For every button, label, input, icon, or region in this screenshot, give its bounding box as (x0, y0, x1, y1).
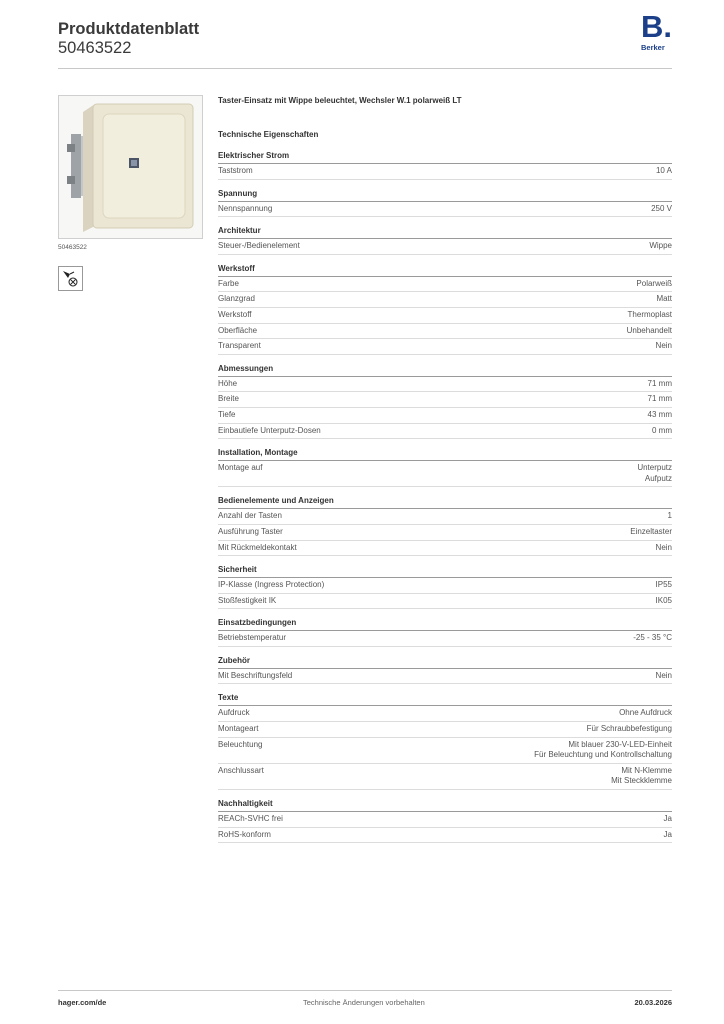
property-value (648, 410, 672, 421)
property-value-line: Unterputz (637, 463, 672, 473)
property-value-line: Ohne Aufdruck (619, 708, 672, 718)
image-caption: 50463522 (58, 244, 87, 251)
property-value (656, 596, 672, 607)
property-value-line: IP55 (655, 580, 672, 590)
header-divider (58, 68, 672, 69)
logo-text: Berker (641, 43, 665, 52)
property-value (648, 379, 672, 390)
property-value-line: Nein (655, 341, 672, 351)
property-label: Aufdruck (218, 708, 250, 718)
property-row (218, 764, 672, 790)
property-value (656, 166, 672, 177)
property-value-line: 71 mm (647, 394, 672, 404)
property-row (218, 408, 672, 424)
property-label: IP-Klasse (Ingress Protection) (218, 580, 325, 590)
section-title: Sicherheit (218, 565, 672, 578)
section-title: Bedienelemente und Anzeigen (218, 496, 672, 509)
property-label: Mit Beschriftungsfeld (218, 670, 293, 680)
property-value-line: Ja (663, 814, 672, 824)
property-value-line: Mit blauer 230-V-LED-Einheit (568, 739, 672, 749)
property-value (656, 543, 672, 554)
property-value (651, 204, 672, 215)
property-section (218, 226, 672, 255)
property-value-line: Unbehandelt (626, 325, 672, 335)
property-value (656, 341, 672, 352)
property-value-line: Für Schraubbefestigung (586, 724, 672, 734)
property-value-line: Ja (663, 829, 672, 839)
property-row (218, 706, 672, 722)
property-value (633, 633, 672, 644)
property-section (218, 364, 672, 439)
section-title: Spannung (218, 189, 672, 202)
property-row (218, 828, 672, 844)
property-label: Ausführung Taster (218, 526, 283, 536)
property-value-line: Für Beleuchtung und Kontrollschaltung (534, 750, 672, 760)
property-value-line: 250 V (651, 203, 672, 213)
property-value (619, 708, 672, 719)
property-section (218, 799, 672, 843)
property-value (656, 294, 672, 305)
section-title: Werkstoff (218, 264, 672, 277)
property-label: Taststrom (218, 166, 253, 175)
property-row (218, 377, 672, 393)
property-label: Montage auf (218, 463, 263, 473)
property-label: Oberfläche (218, 325, 258, 335)
tech-properties-title: Technische Eigenschaften (218, 130, 319, 139)
property-row (218, 578, 672, 594)
property-row (218, 669, 672, 685)
property-row (218, 202, 672, 218)
property-section (218, 693, 672, 790)
property-row (218, 525, 672, 541)
property-row (218, 594, 672, 610)
footer-notice: Technische Änderungen vorbehalten (303, 998, 425, 1007)
property-row (218, 509, 672, 525)
property-label: Höhe (218, 378, 238, 388)
property-value-line: Polarweiß (636, 278, 672, 288)
property-value (627, 326, 672, 337)
property-value (649, 241, 672, 252)
property-label: Glanzgrad (218, 294, 255, 304)
property-label: Werkstoff (218, 309, 252, 319)
switch-illustration (59, 96, 203, 239)
property-value-line: Wippe (649, 241, 672, 251)
property-label: Anzahl der Tasten (218, 511, 282, 521)
property-value-line: Mit N-Klemme (621, 765, 672, 775)
property-row (218, 461, 672, 487)
section-title: Texte (218, 693, 672, 706)
property-section (218, 264, 672, 355)
property-label: REACh-SVHC frei (218, 814, 283, 824)
product-title: Taster-Einsatz mit Wippe beleuchtet, Wechsler W.1 polarweiß LT (218, 96, 462, 105)
property-section (218, 618, 672, 647)
property-value (668, 511, 672, 522)
property-value (656, 580, 672, 591)
property-section (218, 656, 672, 685)
property-value-line: Einzeltaster (630, 526, 672, 536)
property-label: Breite (218, 394, 239, 404)
section-title: Architektur (218, 226, 672, 239)
property-value (637, 463, 672, 484)
property-section (218, 189, 672, 218)
property-value-line: Aufputz (644, 473, 672, 483)
property-value-line: 43 mm (647, 409, 672, 419)
property-section (218, 448, 672, 487)
property-value-line: Thermoplast (627, 309, 672, 319)
property-row (218, 812, 672, 828)
property-value (664, 830, 672, 841)
property-value-line: Matt (656, 294, 672, 304)
property-row (218, 239, 672, 255)
property-label: Nennspannung (218, 203, 273, 213)
property-row (218, 339, 672, 355)
property-row (218, 631, 672, 647)
property-row (218, 738, 672, 764)
property-value (652, 426, 672, 437)
property-row (218, 324, 672, 340)
property-value-line: -25 - 35 °C (633, 633, 672, 643)
property-row (218, 541, 672, 557)
property-section (218, 151, 672, 180)
footer-divider (58, 990, 672, 991)
property-value (628, 310, 672, 321)
property-sections (218, 151, 672, 843)
property-row (218, 392, 672, 408)
property-value (534, 740, 672, 761)
section-title: Zubehör (218, 656, 672, 669)
property-label: Beleuchtung (218, 739, 263, 749)
property-section (218, 496, 672, 556)
property-row (218, 424, 672, 440)
footer-website: hager.com/de (58, 998, 107, 1007)
section-title: Abmessungen (218, 364, 672, 377)
datasheet-content (218, 96, 672, 843)
property-label: Montageart (218, 724, 259, 734)
property-row (218, 164, 672, 180)
section-title: Installation, Montage (218, 448, 672, 461)
property-value (611, 766, 672, 787)
property-label: Stoßfestigkeit IK (218, 595, 277, 605)
header-title: Produktdatenblatt (58, 20, 200, 38)
property-label: Mit Rückmeldekontakt (218, 542, 297, 552)
property-label: Farbe (218, 278, 239, 288)
property-label: Steuer-/Bedienelement (218, 241, 300, 251)
property-value (648, 394, 672, 405)
property-value-line: IK05 (655, 595, 672, 605)
property-value (630, 527, 672, 538)
section-title: Nachhaltigkeit (218, 799, 672, 812)
property-row (218, 722, 672, 738)
product-image (58, 95, 203, 239)
property-value (656, 671, 672, 682)
property-row (218, 277, 672, 293)
property-label: Betriebstemperatur (218, 633, 287, 643)
property-label: Tiefe (218, 409, 236, 419)
property-value-line: 71 mm (647, 378, 672, 388)
care-icon (58, 266, 83, 291)
property-value-line: Mit Steckklemme (611, 776, 672, 786)
property-value (587, 724, 672, 735)
property-value (636, 279, 672, 290)
footer-date: 20.03.2026 (634, 998, 672, 1007)
property-label: Transparent (218, 341, 261, 351)
property-value-line: 1 (667, 511, 672, 521)
property-value (664, 814, 672, 825)
product-number: 50463522 (58, 39, 132, 57)
property-row (218, 308, 672, 324)
property-label: RoHS-konform (218, 829, 271, 839)
property-label: Einbautiefe Unterputz-Dosen (218, 425, 321, 435)
section-title: Elektrischer Strom (218, 151, 672, 164)
property-value-line: Nein (655, 542, 672, 552)
property-label: Anschlussart (218, 765, 264, 775)
section-title: Einsatzbedingungen (218, 618, 672, 631)
logo-letter: B. (641, 9, 672, 44)
property-section (218, 565, 672, 609)
brand-logo (639, 9, 675, 55)
property-value-line: 0 mm (652, 425, 672, 435)
property-row (218, 292, 672, 308)
property-value-line: Nein (655, 670, 672, 680)
property-value-line: 10 A (655, 166, 672, 175)
